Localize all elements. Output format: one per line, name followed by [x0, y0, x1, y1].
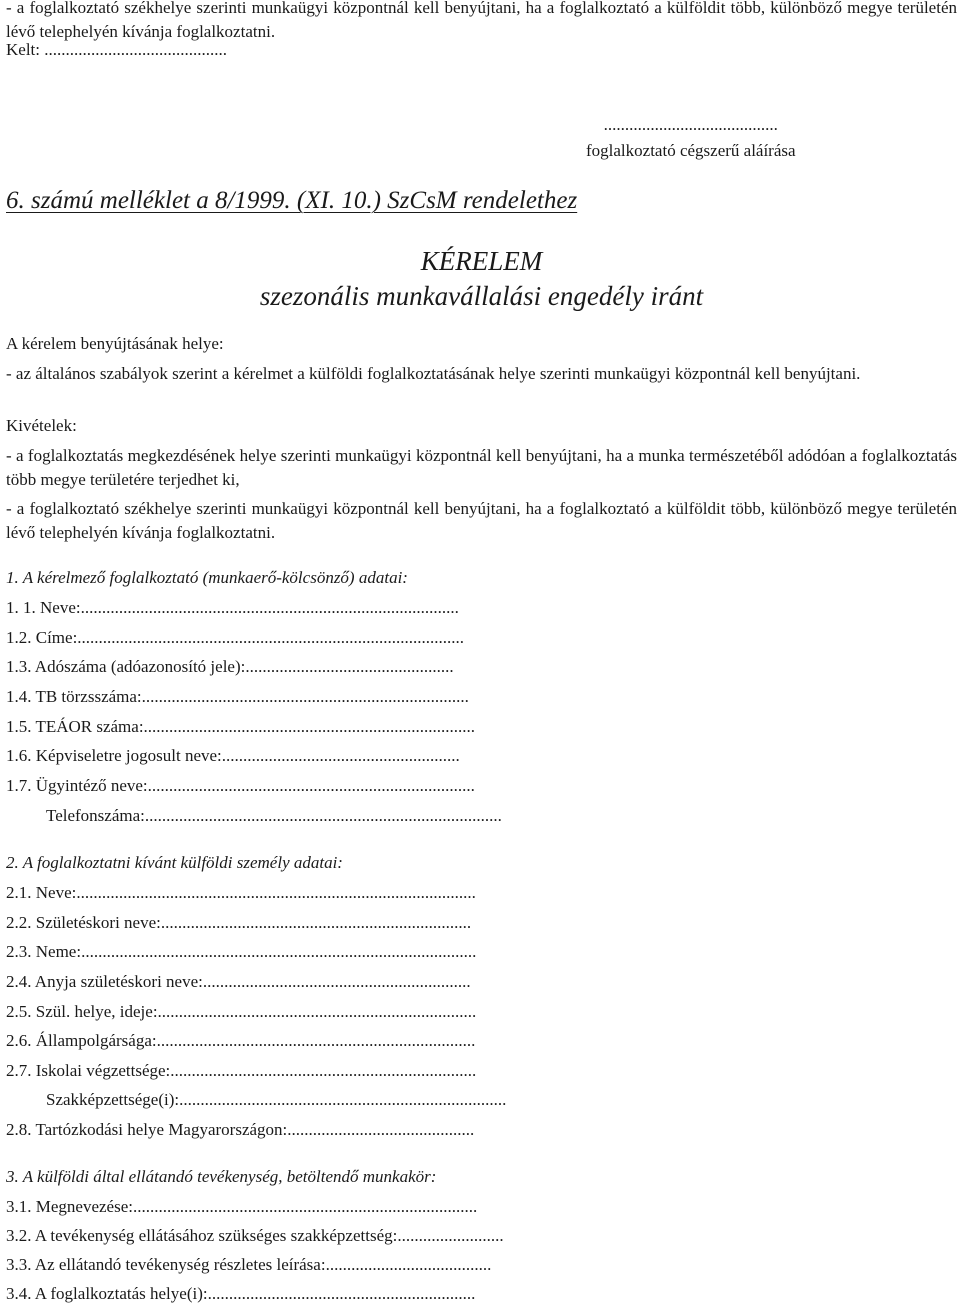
section-2-title: 2. A foglalkoztatni kívánt külföldi személy adatai: — [6, 853, 343, 872]
section-1-title: 1. A kérelmező foglalkoztató (munkaerő-kölcsönző) adatai: — [6, 568, 408, 587]
field-employment-location[interactable]: 3.4. A foglalkoztatás helye(i):............................................................... — [6, 1284, 476, 1303]
top-paragraph: - a foglalkoztató székhelye szerinti munkaügyi központnál kell benyújtani, ha a foglalkoztató a külföldit több, különböző megye területén lévő telephelyén kívánja foglalkoztatni. — [6, 0, 957, 41]
field-person-mother-name[interactable]: 2.4. Anyja születéskori neve:............................................................... — [6, 972, 471, 991]
document-title — [6, 244, 957, 314]
submission-label: A kérelem benyújtásának helye: — [6, 334, 224, 353]
exception-1: - a foglalkoztatás megkezdésének helye szerinti munkaügyi központnál kell benyújtani, ha a munka természetéből adódóan a foglalkoztatás több megye területére terjedhet ki, — [6, 446, 957, 489]
general-rule: - az általános szabályok szerint a kérelmet a külföldi foglalkoztatásának helye szerinti munkaügyi központnál kell benyújtani. — [6, 364, 861, 383]
signature-label: foglalkoztató cégszerű aláírása — [586, 141, 796, 160]
field-activity-description[interactable]: 3.3. Az ellátandó tevékenység részletes leírása:....................................... — [6, 1255, 492, 1274]
field-person-name[interactable]: 2.1. Neve:.............................................................................................. — [6, 883, 476, 902]
field-employer-name[interactable]: 1. 1. Neve:......................................................................................... — [6, 598, 459, 617]
field-employer-tax-number[interactable]: 1.3. Adószáma (adóazonosító jele):................................................. — [6, 657, 454, 676]
field-person-education[interactable]: 2.7. Iskolai végzettsége:........................................................................ — [6, 1061, 477, 1080]
field-employer-address[interactable]: 1.2. Címe:........................................................................................... — [6, 628, 465, 647]
signature-block — [586, 112, 796, 164]
annex-title: 6. számú melléklet a 8/1999. (XI. 10.) SzCsM rendelethez — [6, 187, 578, 214]
field-employer-phone[interactable]: Telefonszáma:.................................................................................... — [46, 806, 502, 825]
field-required-qualification[interactable]: 3.2. A tevékenység ellátásához szükséges szakképzettség:......................... — [6, 1226, 504, 1245]
field-activity-name[interactable]: 3.1. Megnevezése:................................................................................. — [6, 1197, 478, 1216]
exception-2: - a foglalkoztató székhelye szerinti munkaügyi központnál kell benyújtani, ha a foglalkoztató a külföldit több, különböző megye területén lévő telephelyén kívánja foglalkoztatni. — [6, 499, 957, 542]
field-employer-tb-number[interactable]: 1.4. TB törzsszáma:............................................................................. — [6, 687, 469, 706]
field-person-residence[interactable]: 2.8. Tartózkodási helye Magyarországon:............................................ — [6, 1120, 475, 1139]
field-employer-teaor[interactable]: 1.5. TEÁOR száma:.............................................................................. — [6, 717, 476, 736]
signature-dots: ......................................... — [603, 115, 778, 134]
field-employer-representative[interactable]: 1.6. Képviseletre jogosult neve:........................................................ — [6, 746, 460, 765]
field-person-qualification[interactable]: Szakképzettsége(i):............................................................................. — [46, 1090, 507, 1109]
section-3-title: 3. A külföldi által ellátandó tevékenység, betöltendő munkakör: — [6, 1167, 437, 1186]
field-person-birth-name[interactable]: 2.2. Születéskori neve:......................................................................... — [6, 913, 472, 932]
field-employer-contact-person[interactable]: 1.7. Ügyintéző neve:............................................................................. — [6, 776, 475, 795]
field-person-sex[interactable]: 2.3. Neme:............................................................................................. — [6, 942, 477, 961]
document-title-sub: szezonális munkavállalási engedély iránt — [259, 281, 704, 311]
field-person-citizenship[interactable]: 2.6. Állampolgársága:........................................................................... — [6, 1031, 476, 1050]
date-line: Kelt: ........................................... — [6, 40, 227, 59]
document-title-main: KÉRELEM — [420, 246, 543, 276]
field-person-birth-place-date[interactable]: 2.5. Szül. helye, ideje:........................................................................... — [6, 1002, 477, 1021]
exceptions-label: Kivételek: — [6, 416, 77, 435]
